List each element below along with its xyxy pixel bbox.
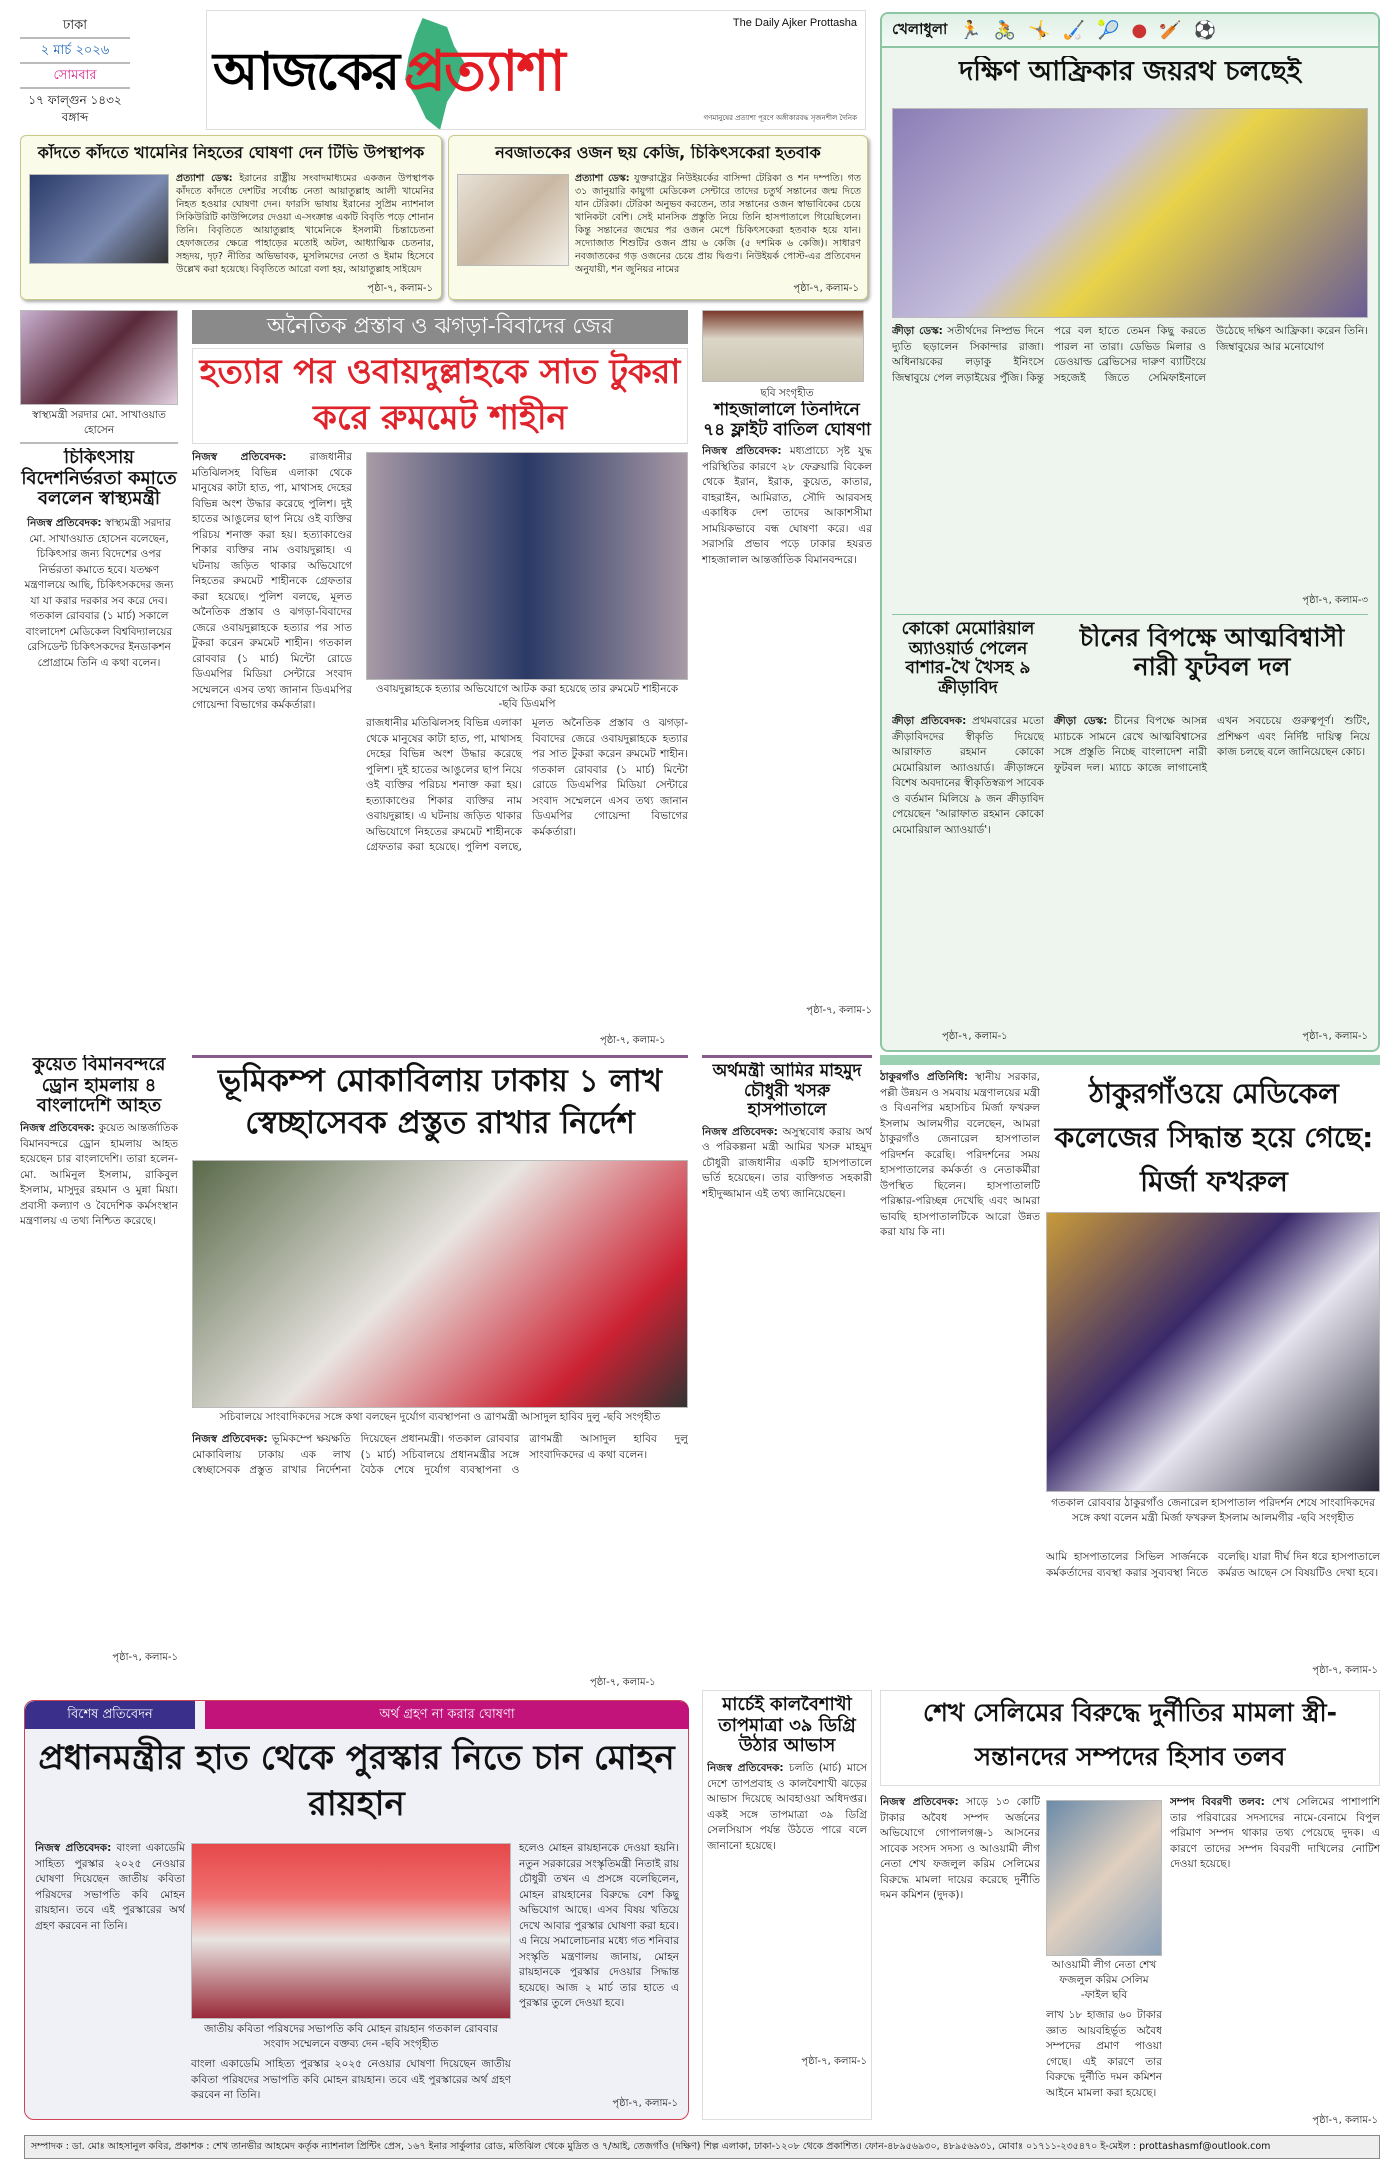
- photo-caption: ছবি সংগৃহীত: [760, 387, 814, 399]
- jump-line: পৃষ্ঠা-৭, কলাম-১: [801, 2056, 867, 2068]
- lead-headline[interactable]: হত্যার পর ওবায়দুল্লাহকে সাত টুকরা করে রুমমেট শাহীন: [192, 348, 688, 444]
- sheikh-selim-body-2: সম্পদ বিবরণী তলব: শেখ সেলিমের পাশাপাশি তার পরিবারের সদস্যদের নামে-বেনামে বিপুল পরিমাণ সম্পদ থাকার তথ্য পেয়েছে দুদক। এ কারণে তাদের সম্পদ বিবরণী দাখিলের নোটিশ দেওয়া হয়েছে।: [1170, 1796, 1380, 1870]
- logo-name-black: আজকের: [213, 42, 399, 102]
- dateline-bangla-date: ১৭ ফাল্গুন ১৪৩২ বঙ্গাব্দ: [28, 93, 122, 124]
- sheikh-selim-body: নিজস্ব প্রতিবেদক: সাড়ে ১৩ কোটি টাকার অবৈধ সম্পদ অর্জনের অভিযোগে গোপালগঞ্জ-১ আসনের সাবেক সংসদ সদস্য ও আওয়ামী লীগ নেতা শেখ ফজলুল করিম সেলিমের বিরুদ্ধে মামলা দায়ের করেছে দুর্নীতি দমন কমিশন (দুদক)।: [880, 1796, 1040, 1901]
- headline[interactable]: কাঁদতে কাঁদতে খামেনির নিহতের ঘোষণা দেন টিভি উপস্থাপক: [37, 144, 425, 162]
- health-minister-story: [20, 310, 178, 1050]
- jump-line: পৃষ্ঠা-৭, কলাম-১: [367, 283, 433, 294]
- photo-caption: জাতীয় কবিতা পরিষদের সভাপতি কবি মোহন রায়হান গতকাল রোববার সংবাদ সম্মেলনে বক্তব্য দেন -ছবি সংগৃহীত: [204, 2023, 498, 2050]
- top-story-newborn[interactable]: [448, 135, 868, 300]
- tennis-icon: 🎾: [1097, 19, 1120, 41]
- flights-story: [702, 310, 872, 1050]
- cricket-ball-icon: ●: [1131, 19, 1148, 41]
- jump-line: পৃষ্ঠা-৭, কলাম-১: [793, 283, 859, 294]
- kuwait-headline[interactable]: কুয়েত বিমানবন্দরে ড্রোন হামলায় ৪ বাংলাদেশি আহত: [32, 1055, 166, 1117]
- cycling-icon: 🚴: [993, 19, 1017, 41]
- photo-caption: স্বাস্থ্যমন্ত্রী সরদার মো. সাখাওয়াত হোসেন: [32, 409, 166, 436]
- top-story-khamenei[interactable]: [20, 135, 442, 300]
- footer-imprint: সম্পাদক : ডা. মোঃ আহসানুল কবির, প্রকাশক : শেখ তানভীর আহমেদ কর্তৃক ন্যাশনাল প্রিন্টিং প্রেস, ১৬৭ ইনার সার্কুলার রোড, মতিঝিল থেকে মুদ্রিত ও ৭/আই, তেজগাঁও (দক্ষিণ) শিল্প এলাকা, ঢাকা-১২০৮ থেকে প্রকাশিত। ফোন-৪৮৯৫৬৯৩০, ৪৮৯৫৬৯৩১, মোবাঃ ০১৭১১-২৩৫৪৭০ ই-মেইল : prottashasmf@outlook.com: [24, 2135, 1380, 2159]
- logo-red-group: [404, 40, 564, 104]
- mohan-raihan-photo: [191, 1843, 511, 2019]
- mirza-fakhrul-photo: [1046, 1212, 1380, 1492]
- airport-photo: [702, 310, 864, 382]
- lead-photo-arrest: [366, 452, 688, 680]
- sports-second-headline[interactable]: চীনের বিপক্ষে আত্মবিশ্বাসী নারী ফুটবল দল: [1079, 624, 1345, 681]
- sports-side-headline[interactable]: কোকো মেমোরিয়াল অ্যাওয়ার্ড পেলেন বাশার-খৈ খৈসহ ৯ ক্রীড়াবিদ: [901, 620, 1035, 698]
- logo-tagline: গণমানুষের প্রত্যাশা পূরণে অঙ্গীকারবদ্ধ সৃজনশীল দৈনিক: [703, 114, 857, 122]
- dateline-date: ২ মার্চ ২০২৬: [20, 39, 130, 64]
- story-body: প্রত্যাশা ডেস্ক: যুক্তরাষ্ট্রের নিউইয়র্কের বাসিন্দা টেরিকা ও শন দম্পতি। গত ৩১ জানুয়ারি কায়ুগা মেডিকেল সেন্টারে তাদের চতুর্থ সন্তানের জন্ম দিতে যান টেরিকা। টেরিকা অনুভব করতেন, তার সন্তানের ওজন স্বাভাবিকের চেয়ে খানিকটা বেশি। সেই মানসিক প্রস্তুতি নিয়ে তিনি হাসপাতালে গিয়েছিলেন। কিন্তু সন্তানের জন্মের পর ওজন মেপে চিকিৎসকেরা হতবাক হয়ে যান। সদ্যোজাত শিশুটির ওজন প্রায় ৬ কেজি (৫ দশমিক ৬ কেজি)। সাধারণ নবজাতকের গড় ওজনের চেয়ে প্রায় দ্বিগুণ। নিউইয়র্ক পোস্ট-এর প্রতিবেদন অনুযায়ী, শন জুনিয়র নামের: [575, 173, 861, 275]
- earthquake-body: নিজস্ব প্রতিবেদক: ভূমিকম্পে ক্ষয়ক্ষতি মোকাবিলায় ঢাকায় এক লাখ স্বেচ্ছাসেবক প্রস্তুত রাখার নির্দেশনা দিয়েছেন প্রধানমন্ত্রী। গতকাল রোববার (১ মার্চ) সচিবালয়ে প্রধানমন্ত্রীর সঙ্গে বৈঠক শেষে দুর্যোগ ব্যবস্থাপনা ও ত্রাণমন্ত্রী আসাদুল হাবিব দুলু সাংবাদিকদের এ কথা বলেন।: [192, 1433, 688, 1476]
- dateline: [20, 14, 130, 129]
- sports-lead-body: ক্রীড়া ডেস্ক: সতীর্থদের নিষ্প্রভ দিনে দ্যুতি ছড়ালেন সিকান্দার রাজা। অধিনায়কের লড়াকু ইনিংসে জিম্বাবুয়ে পেল লড়াইয়ের পুঁজি। কিন্তু পরে বল হাতে তেমন কিছু করতে পারল না তারা। ডেভিড মিলার ও ডেওয়াল্ড ব্রেভিসের দারুণ ব্যাটিংয়ে সহজেই জিতে সেমিফাইনালে উঠেছে দক্ষিণ আফ্রিকা। করেন তিনি। জিম্বাবুয়ের আর মনোযোগ: [892, 325, 1368, 384]
- story-body: নিজস্ব প্রতিবেদক: মধ্যপ্রাচ্যে সৃষ্ট যুদ্ধ পরিস্থিতির কারণে ২৮ ফেব্রুয়ারি বিকেল থেকে ইরান, ইরাক, কুয়েত, কাতার, বাহরাইন, আমিরাত, সৌদি আরবসহ একাধিক দেশ তাদের আকাশসীমা সাময়িকভাবে বন্ধ ঘোষণা করে। এর সরাসরি প্রভাব পড়ে ঢাকার হযরত শাহজালাল আন্তর্জাতিক বিমানবন্দরে।: [702, 445, 872, 566]
- earthquake-headline[interactable]: ভূমিকম্প মোকাবিলায় ঢাকায় ১ লাখ স্বেচ্ছাসেবক প্রস্তুত রাখার নির্দেশ: [218, 1063, 662, 1141]
- special-report-box: [24, 1700, 689, 2120]
- jump-line: পৃষ্ঠা-৭, কলাম-১: [806, 1005, 872, 1017]
- story-body: নিজস্ব প্রতিবেদক: কুয়েত আন্তর্জাতিক বিমানবন্দরে ড্রোন হামলায় আহত হয়েছেন চার বাংলাদেশি। তারা হলেন- মো. আমিনুল ইসলাম, রাকিবুল ইসলাম, মাসুদুর রহমান ও মুন্না মিয়া। প্রবাসী কল্যাণ ও বৈদেশিক কর্মসংস্থান মন্ত্রণালয় এ তথ্য নিশ্চিত করেছে।: [20, 1122, 178, 1228]
- cricketer-photo: [892, 108, 1368, 318]
- photo-caption: আওয়ামী লীগ নেতা শেখ ফজলুল করিম সেলিম -ফাইল ছবি: [1051, 1959, 1157, 2001]
- jump-line: পৃষ্ঠা-৭, কলাম-১: [1302, 1031, 1368, 1042]
- masthead: [206, 10, 866, 130]
- health-minister-photo: [20, 310, 178, 405]
- photo-caption: সচিবালয়ে সাংবাদিকদের সঙ্গে কথা বলছেন দুর্যোগ ব্যবস্থাপনা ও ত্রাণমন্ত্রী আসাদুল হাবিব দুলু -ছবি সংগৃহীত: [219, 1411, 661, 1423]
- jump-line: পৃষ্ঠা-৭, কলাম-১: [1312, 1665, 1378, 1676]
- special-report-body: নিজস্ব প্রতিবেদক: বাংলা একাডেমি সাহিত্য পুরস্কার ২০২৫ নেওয়ার ঘোষণা দিয়েছেন জাতীয় কবিতা পরিষদের সভাপতি কবি মোহন রায়হান। তবে এই পুরস্কারের অর্থ গ্রহণ করবেন না তিনি।: [35, 1842, 185, 1932]
- logo-wordmark: [213, 35, 859, 109]
- lead-body-continued: রাজধানীর মতিঝিলসহ বিভিন্ন এলাকা থেকে মানুষের কাটা হাত, পা, মাথাসহ দেহের বিভিন্ন অংশ উদ্ধার করেছে পুলিশ। দুই হাতের আঙুলের ছাপ নিয়ে ওই ব্যক্তির পরিচয় শনাক্ত করা হয়। হত্যাকাণ্ডের শিকার ব্যক্তির নাম ওবায়দুল্লাহ। এ ঘটনায় জড়িত থাকার অভিযোগে নিহতের রুমমেট শাহীনকে গ্রেফতার করা হয়েছে। পুলিশ বলছে, মূলত অনৈতিক প্রস্তাব ও ঝগড়া-বিবাদের জেরে ওবায়দুল্লাহকে হত্যার পর সাত টুকরা করেন রুমমেট শাহীন। গতকাল রোববার (১ মার্চ) মিন্টো রোডে ডিএমপির মিডিয়া সেন্টারে সংবাদ সম্মেলনে এসব তথ্য জানান ডিএমপির গোয়েন্দা বিভাগের কর্মকর্তারা।: [366, 717, 688, 853]
- jump-line: পৃষ্ঠা-৭, কলাম-১: [612, 2098, 678, 2109]
- jump-line: পৃষ্ঠা-৭, কলাম-১: [600, 1035, 666, 1046]
- sheikh-selim-body-mid: লাখ ১৮ হাজার ৬০ টাকার জ্ঞাত আয়বহির্ভূত অবৈধ সম্পদের প্রমাণ পাওয়া গেছে। এই কারণে তার বিরুদ্ধে দুর্নীতি দমন কমিশন আইনে মামলা করা হয়েছে।: [1046, 2009, 1162, 2099]
- jump-line: পৃষ্ঠা-৭, কলাম-৩: [1302, 595, 1368, 606]
- cricket-icon: 🏏: [1159, 19, 1182, 41]
- story-body: প্রত্যাশা ডেস্ক: ইরানের রাষ্ট্রীয় সংবাদমাধ্যমের একজন উপস্থাপক কাঁদতে কাঁদতে দেশটির সর্বোচ্চ নেতা আয়াতুল্লাহ আলী খামেনির নিহত হওয়ার ঘোষণা দেন। ফারসি ভাষায় ইরানের সুপ্রিম ন্যাশনাল সিকিউরিটি কাউন্সিলের দেওয়া এ-সংক্রান্ত একটি বিবৃতি পড়ে শোনান তিনি। বিবৃতিতে আয়াতুল্লাহ খামেনিকে ইসলামী চিন্তাচেতনা হেফাজতের ক্ষেত্রে পাহাড়ের মতোই অটল, আধ্যাত্মিক চেতনার, সহৃদয়, দৃঢ়? নীতির অভিভাবক, মুসলিমদের নেতা ও ইমাম হিসেবে উল্লেখ করা হয়েছে। বিবৃতিতে আরো বলা হয়, আয়াতুল্লাহ সাইয়েদ: [176, 173, 434, 275]
- jump-line: পৃষ্ঠা-৭, কলাম-১: [942, 1031, 1008, 1042]
- weather-headline[interactable]: মার্চেই কালবৈশাখী তাপমাত্রা ৩৯ ডিগ্রি উঠার আভাস: [718, 1695, 856, 1757]
- football-icon: ⚽: [1193, 19, 1217, 41]
- jump-line: পৃষ্ঠা-৭, কলাম-১: [112, 1652, 178, 1664]
- photo-caption: ওবায়দুল্লাহকে হত্যার অভিযোগে আটক করা হয়েছে তার রুমমেট শাহীনকে -ছবি ডিএমপি: [375, 683, 679, 710]
- special-report-body-cont: বাংলা একাডেমি সাহিত্য পুরস্কার ২০২৫ নেওয়ার ঘোষণা দিয়েছেন জাতীয় কবিতা পরিষদের সভাপতি কবি মোহন রায়হান। তবে এই পুরস্কারের অর্থ গ্রহণ করবেন না তিনি।: [191, 2058, 511, 2101]
- story-body: নিজস্ব প্রতিবেদক: চলতি (মার্চ) মাসে দেশে তাপপ্রবাহ ও কালবৈশাখী ঝড়ের আভাস দিয়েছে আবহাওয়া অধিদপ্তর। একই সঙ্গে তাপমাত্রা ৩৯ ডিগ্রি সেলসিয়াস পর্যন্ত উঠতে পারে বলে জানানো হয়েছে।: [707, 1762, 867, 1852]
- special-report-label: বিশেষ প্রতিবেদন: [25, 1701, 195, 1729]
- thakurgaon-body: ঠাকুরগাঁও প্রতিনিধি: স্থানীয় সরকার, পল্লী উন্নয়ন ও সমবায় মন্ত্রণালয়ের মন্ত্রী ও বিএনপির মহাসচিব মির্জা ফখরুল ইসলাম আলমগীর বলেছেন, আমরা ঠাকুরগাঁও জেনারেল হাসপাতাল পরিদর্শন করেছি। পরিদর্শনের সময় হাসপাতালের কর্মকর্তা ও নেতাকর্মীরা উপস্থিত ছিলেন। হাসপাতালটি পরিষ্কার-পরিচ্ছন্ন দেখেছি এবং আমরা ভাবছি হাসপাতালটিকে আরো উন্নত করা যায় কি না।: [880, 1071, 1040, 1238]
- sports-label: খেলাধুলা: [892, 19, 948, 38]
- story-body: নিজস্ব প্রতিবেদক: অসুস্থবোধ করায় অর্থ ও পরিকল্পনা মন্ত্রী আমির খসরু মাহমুদ চৌধুরী রাজধানীর একটি হাসপাতালে ভর্তি হয়েছেন। তার ব্যক্তিগত সহকারী শহীদুজ্জামান এই তথ্য জানিয়েছেন।: [702, 1125, 872, 1200]
- jump-line: পৃষ্ঠা-৭, কলাম-১: [1312, 2115, 1378, 2126]
- lead-body-col1: নিজস্ব প্রতিবেদক: রাজধানীর মতিঝিলসহ বিভিন্ন এলাকা থেকে মানুষের কাটা হাত, পা, মাথাসহ দেহের বিভিন্ন অংশ উদ্ধার করেছে পুলিশ। দুই হাতের আঙুলের ছাপ নিয়ে ওই ব্যক্তির পরিচয় শনাক্ত করা হয়। হত্যাকাণ্ডের শিকার ব্যক্তির নাম ওবায়দুল্লাহ। এ ঘটনায় জড়িত থাকার অভিযোগে নিহতের রুমমেট শাহীনকে গ্রেফতার করা হয়েছে। পুলিশ বলছে, মূলত অনৈতিক প্রস্তাব ও ঝগড়া-বিবাদের জেরে ওবায়দুল্লাহকে হত্যার পর সাত টুকরা করেন রুমমেট শাহীন। গতকাল রোববার (১ মার্চ) মিন্টো রোডে ডিএমপির মিডিয়া সেন্টারে সংবাদ সম্মেলনে এসব তথ্য জানান ডিএমপির গোয়েন্দা বিভাগের কর্মকর্তারা।: [192, 451, 352, 711]
- kuwait-story: [20, 1055, 178, 1695]
- lead-kicker: অনৈতিক প্রস্তাব ও ঝগড়া-বিবাদের জের: [192, 310, 688, 344]
- special-report-headline[interactable]: প্রধানমন্ত্রীর হাত থেকে পুরস্কার নিতে চান মোহন রায়হান: [38, 1738, 675, 1824]
- earthquake-photo: [192, 1160, 688, 1408]
- sports-section: [880, 12, 1380, 1052]
- sheikh-selim-photo: [1046, 1800, 1162, 1956]
- thakurgaon-body-2: আমি হাসপাতালের সিভিল সার্জনকে কর্মকর্তাদের ব্যবস্থা করার সুব্যবস্থা নিতে বলেছি। যারা দীর্ঘ দিন ধরে হাসপাতালে কর্মরত আছেন সে বিষয়টিও দেখা হবে।: [1046, 1551, 1380, 1579]
- jump-line: পৃষ্ঠা-৭, কলাম-১: [590, 1677, 656, 1688]
- photo-caption: গতকাল রোববার ঠাকুরগাঁও জেনারেল হাসপাতাল পরিদর্শন শেষে সাংবাদিকদের সঙ্গে কথা বলেন মন্ত্রী মির্জা ফখরুল ইসলাম আলমগীর -ছবি সংগৃহীত: [1051, 1497, 1375, 1524]
- presenter-photo: [29, 174, 169, 264]
- weather-story: [702, 1690, 872, 2120]
- dateline-weekday: সোমবার: [20, 64, 130, 89]
- flights-headline[interactable]: শাহজালালে তিনদিনে ৭৪ ফ্লাইট বাতিল ঘোষণা: [703, 401, 871, 440]
- athletics-icon: 🤸: [1028, 19, 1051, 41]
- finance-minister-story: [702, 1062, 872, 1662]
- special-report-kicker: অর্থ গ্রহণ না করার ঘোষণা: [205, 1701, 689, 1729]
- runner-icon: 🏃: [959, 19, 982, 41]
- sports-section-header: [882, 14, 1378, 48]
- sheikh-selim-headline[interactable]: শেখ সেলিমের বিরুদ্ধে দুর্নীতির মামলা স্ত্রী-সন্তানদের সম্পদের হিসাব তলব: [880, 1690, 1380, 1786]
- story-body: নিজস্ব প্রতিবেদক: স্বাস্থ্যমন্ত্রী সরদার মো. সাখাওয়াত হোসেন বলেছেন, চিকিৎসার জন্য বিদেশের ওপর নির্ভরতা কমাতে হবে। যতক্ষণ মন্ত্রণালয়ে আছি, চিকিৎসকদের জন্য যা যা করার দরকার সব করে দেব। গতকাল রোববার (১ মার্চ) সকালে বাংলাদেশ মেডিকেল বিশ্ববিদ্যালয়ের রেসিডেন্ট চিকিৎসকদের ইনডাকশন প্রোগ্রামে তিনি এ কথা বলেন।: [24, 517, 174, 669]
- special-report-body-2: হলেও মোহন রায়হানকে দেওয়া হয়নি। নতুন সরকারের সংস্কৃতিমন্ত্রী নিতাই রায় চৌধুরী তখন এ প্রসঙ্গে বলেছিলেন, মোহন রায়হানের বিরুদ্ধে বেশ কিছু অভিযোগ আছে। এসব বিষয় খতিয়ে দেখে আবার পুরস্কার ঘোষণা করা হবে। এ নিয়ে সমালোচনার মধ্যে গত শনিবার সংস্কৃতি মন্ত্রণালয় জানায়, মোহন রায়হানকে পুরস্কার দেওয়ার সিদ্ধান্ত হয়েছে। আজ ২ মার্চ তার হাতে এ পুরস্কার তুলে দেওয়া হবে।: [519, 1842, 679, 2009]
- thakurgaon-headline[interactable]: ঠাকুরগাঁওয়ে মেডিকেল কলেজের সিদ্ধান্ত হয়ে গেছে: মির্জা ফখরুল: [1054, 1077, 1374, 1198]
- logo-name-red: প্রত্যাশা: [404, 39, 564, 104]
- sports-side-body: ক্রীড়া প্রতিবেদক: প্রথমবারের মতো ক্রীড়াবিদদের স্বীকৃতি দিয়েছে আরাফাত রহমান কোকো মেমোরিয়াল অ্যাওয়ার্ড। ক্রীড়াঙ্গনে বিশেষ অবদানের স্বীকৃতিস্বরূপ সাবেক ও বর্তমান মিলিয়ে ৯ জন ক্রীড়াবিদ পেয়েছেন 'আরাফাত রহমান কোকো মেমোরিয়াল অ্যাওয়ার্ড'।: [892, 715, 1044, 836]
- finance-minister-headline[interactable]: অর্থমন্ত্রী আমির মাহমুদ চৌধুরী খসরু হাসপাতালে: [712, 1062, 862, 1121]
- logo-english-name: The Daily Ajker Prottasha: [732, 17, 857, 29]
- newborn-photo: [457, 174, 569, 266]
- sports-second-body: ক্রীড়া ডেস্ক: চীনের বিপক্ষে আসন্ন ম্যাচকে সামনে রেখে আত্মবিশ্বাসের সঙ্গে প্রস্তুতি নিচ্ছে বাংলাদেশ নারী ফুটবল দল। ম্যাচে কাজে লাগানোই এখন সবচেয়ে গুরুত্বপূর্ণ। শুটিং, প্রশিক্ষণ এবং নির্দিষ্ট দায়িত্ব নিয়ে কাজ চলছে বলে জানিয়েছেন কোচ।: [1054, 715, 1370, 774]
- health-minister-headline[interactable]: চিকিৎসায় বিদেশনির্ভরতা কমাতে বললেন স্বাস্থ্যমন্ত্রী: [21, 448, 177, 510]
- dateline-city: ঢাকা: [20, 14, 130, 39]
- sports-lead-headline[interactable]: দক্ষিণ আফ্রিকার জয়রথ চলছেই: [959, 56, 1301, 87]
- headline[interactable]: নবজাতকের ওজন ছয় কেজি, চিকিৎসকেরা হতবাক: [495, 144, 821, 162]
- hockey-icon: 🏑: [1062, 19, 1086, 41]
